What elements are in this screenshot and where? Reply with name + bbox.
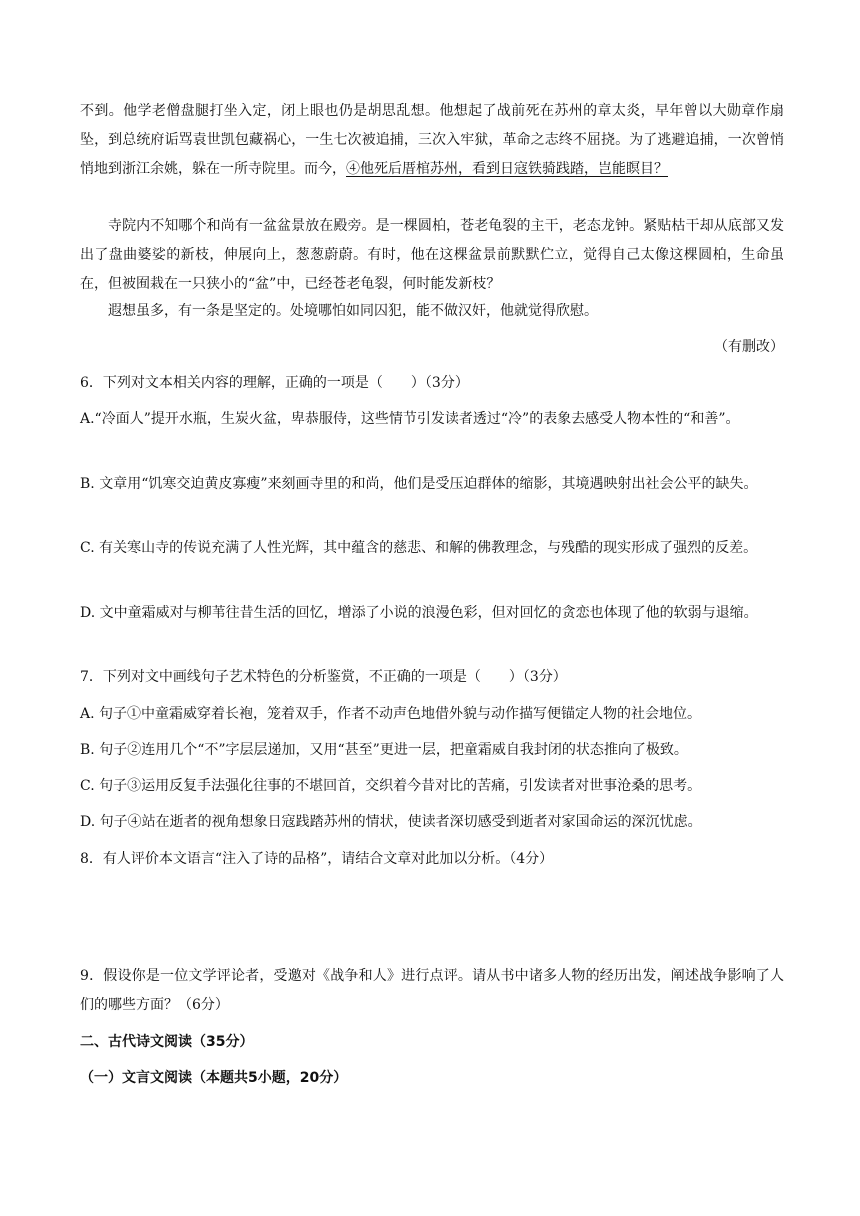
passage-paragraph-2: 寺院内不知哪个和尚有一盆盆景放在殿旁。是一棵圆柏，苍老龟裂的主干，老态龙钟。紧贴枯干却从底部又发出了盘曲婆娑的新枝，伸展向上，葱葱蔚蔚。有时，他在这棵盆景前默默伫立，觉得自己太像这棵圆柏，生命虽在，但被囿栽在一只狭小的“盆”中，已经苍老龟裂，何时能发新枝？ xyxy=(80,218,784,292)
passage-text: 不到。他学老僧盘腿打坐入定，闭上眼也仍是胡思乱想。他想起了战前死在苏州的章太炎，早年曾以大勋章作扇坠，到总统府诟骂袁世凯包藏祸心，一生七次被追捕，三次入牢狱，革命之志终不屈挠。为了逃避追捕，一次曾悄悄地到浙江余姚，躲在一所寺院里。而今， xyxy=(80,103,784,177)
revision-note: （有删改） xyxy=(714,339,784,355)
question-6-option-a: A.“冷面人”提开水瓶，生炭火盆，卑恭服侍，这些情节引发读者透过“冷”的表象去感受人物本性的“和善”。 xyxy=(80,411,740,427)
section-heading-ancient-poetry: 二、古代诗文阅读（35分） xyxy=(80,1034,254,1050)
question-6-option-b: B. 文章用“饥寒交迫黄皮寡瘦”来刻画寺里的和尚，他们是受压迫群体的缩影，其境遇映射出社会公平的缺失。 xyxy=(80,476,758,492)
question-9: 9．假设你是一位文学评论者，受邀对《战争和人》进行点评。请从书中诸多人物的经历出发，阐述战争影响了人们的哪些方面？（6分） xyxy=(80,968,784,1013)
question-6-option-d: D. 文中童霜威对与柳苇往昔生活的回忆，增添了小说的浪漫色彩，但对回忆的贪恋也体现了他的软弱与退缩。 xyxy=(80,605,758,621)
question-7: 7．下列对文中画线句子艺术特色的分析鉴赏，不正确的一项是（ ）（3分） xyxy=(80,669,567,685)
underlined-sentence-4: ④他死后厝棺苏州，看到日寇铁骑践踏，岂能瞑目？ xyxy=(346,161,668,177)
subsection-heading-classical-prose: （一）文言文阅读（本题共5小题，20分） xyxy=(80,1070,348,1086)
question-7-option-d: D. 句子④站在逝者的视角想象日寇践踏苏州的情状，使读者深切感受到逝者对家国命运的深沉忧虑。 xyxy=(80,814,702,830)
question-6: 6．下列对文本相关内容的理解，正确的一项是（ ）（3分） xyxy=(80,375,469,391)
question-7-option-b: B. 句子②连用几个“不”字层层递加，又用“甚至”更进一层，把童霜威自我封闭的状态推向了极致。 xyxy=(80,742,688,758)
question-6-option-c: C. 有关寒山寺的传说充满了人性光辉，其中蕴含的慈悲、和解的佛教理念，与残酷的现实形成了强烈的反差。 xyxy=(80,540,758,556)
passage-paragraph-1 xyxy=(80,97,784,184)
question-7-option-c: C. 句子③运用反复手法强化往事的不堪回首，交织着今昔对比的苦痛，引发读者对世事沧桑的思考。 xyxy=(80,778,702,794)
passage-paragraph-3: 遐想虽多，有一条是坚定的。处境哪怕如同囚犯，能不做汉奸，他就觉得欣慰。 xyxy=(108,303,598,319)
question-8: 8．有人评价本文语言“注入了诗的品格”，请结合文章对此加以分析。（4分） xyxy=(80,851,554,867)
question-7-option-a: A. 句子①中童霜威穿着长袍，笼着双手，作者不动声色地借外貌与动作描写便锚定人物的社会地位。 xyxy=(80,706,702,722)
